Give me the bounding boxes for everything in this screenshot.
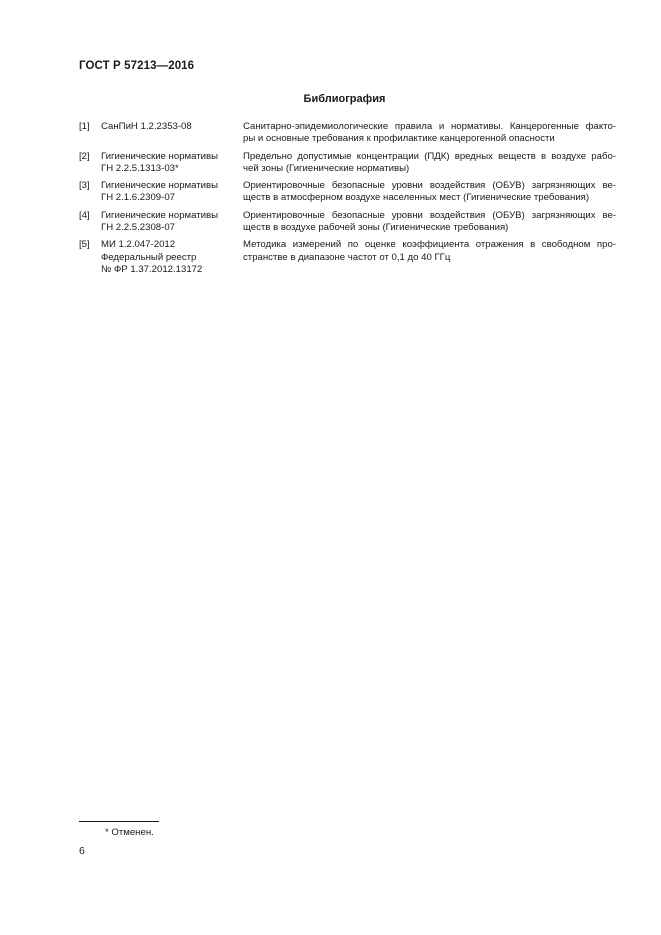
reference-number: [3] xyxy=(79,180,90,192)
reference-number: [2] xyxy=(79,150,90,162)
bibliography-entry xyxy=(79,180,616,205)
bibliography-entry xyxy=(79,151,616,176)
reference-description-line: Предельно допустимые концентрации (ПДК) вредных веществ в воздухе рабо- xyxy=(243,150,616,162)
reference-description-line: Методика измерений по оценке коэффициента отражения в свободном про- xyxy=(243,239,616,251)
bibliography-list xyxy=(79,121,616,281)
reference-document-line: ГН 2.2.5.2308-07 xyxy=(101,222,176,234)
reference-document-line: ГН 2.2.5.1313-03* xyxy=(101,162,179,174)
reference-number: [1] xyxy=(79,121,90,132)
reference-number: [5] xyxy=(79,239,90,251)
reference-description-line: Ориентировочные безопасные уровни воздействия (ОБУВ) загрязняющих ве- xyxy=(243,209,616,221)
reference-description-line: странстве в диапазоне частот от 0,1 до 40 ГГц xyxy=(243,251,451,263)
page-number: 6 xyxy=(79,845,85,857)
reference-document-line: Федеральный реестр xyxy=(101,251,197,263)
reference-description-line: Санитарно-эпидемиологические правила и нормативы. Канцерогенные факто- xyxy=(243,121,616,132)
reference-description xyxy=(243,210,616,235)
reference-document-line: ГН 2.1.6.2309-07 xyxy=(101,192,176,204)
reference-description xyxy=(243,151,616,176)
reference-document-line: № ФР 1.37.2012.13172 xyxy=(101,263,203,275)
reference-document xyxy=(101,180,243,205)
reference-document xyxy=(101,121,243,146)
reference-description-line: ры и основные требования к профилактике канцерогенной опасности xyxy=(243,133,555,145)
reference-document xyxy=(101,210,243,235)
reference-description xyxy=(243,121,616,146)
reference-document-line: Гигиенические нормативы xyxy=(101,150,218,162)
reference-document-line: Гигиенические нормативы xyxy=(101,180,218,192)
reference-description xyxy=(243,180,616,205)
reference-document-line: МИ 1.2.047-2012 xyxy=(101,239,176,251)
reference-description xyxy=(243,239,616,276)
reference-description-line: Ориентировочные безопасные уровни воздействия (ОБУВ) загрязняющих ве- xyxy=(243,180,616,192)
reference-document xyxy=(101,239,243,276)
document-code: ГОСТ Р 57213—2016 xyxy=(79,60,195,72)
reference-description-line: чей зоны (Гигиенические нормативы) xyxy=(243,162,410,174)
footnote-divider xyxy=(79,821,159,822)
bibliography-entry xyxy=(79,210,616,235)
footnote: * Отменен. xyxy=(105,827,154,838)
reference-number: [4] xyxy=(79,209,90,221)
reference-document-line: Гигиенические нормативы xyxy=(101,209,218,221)
reference-document xyxy=(101,151,243,176)
section-title: Библиография xyxy=(303,93,386,105)
bibliography-entry xyxy=(79,121,616,146)
bibliography-entry xyxy=(79,239,616,276)
reference-description-line: ществ в воздухе рабочей зоны (Гигиенические требования) xyxy=(243,222,509,234)
reference-description-line: ществ в атмосферном воздухе населенных мест (Гигиенические требования) xyxy=(243,192,590,204)
reference-document-line: СанПиН 1.2.2353-08 xyxy=(101,121,192,132)
